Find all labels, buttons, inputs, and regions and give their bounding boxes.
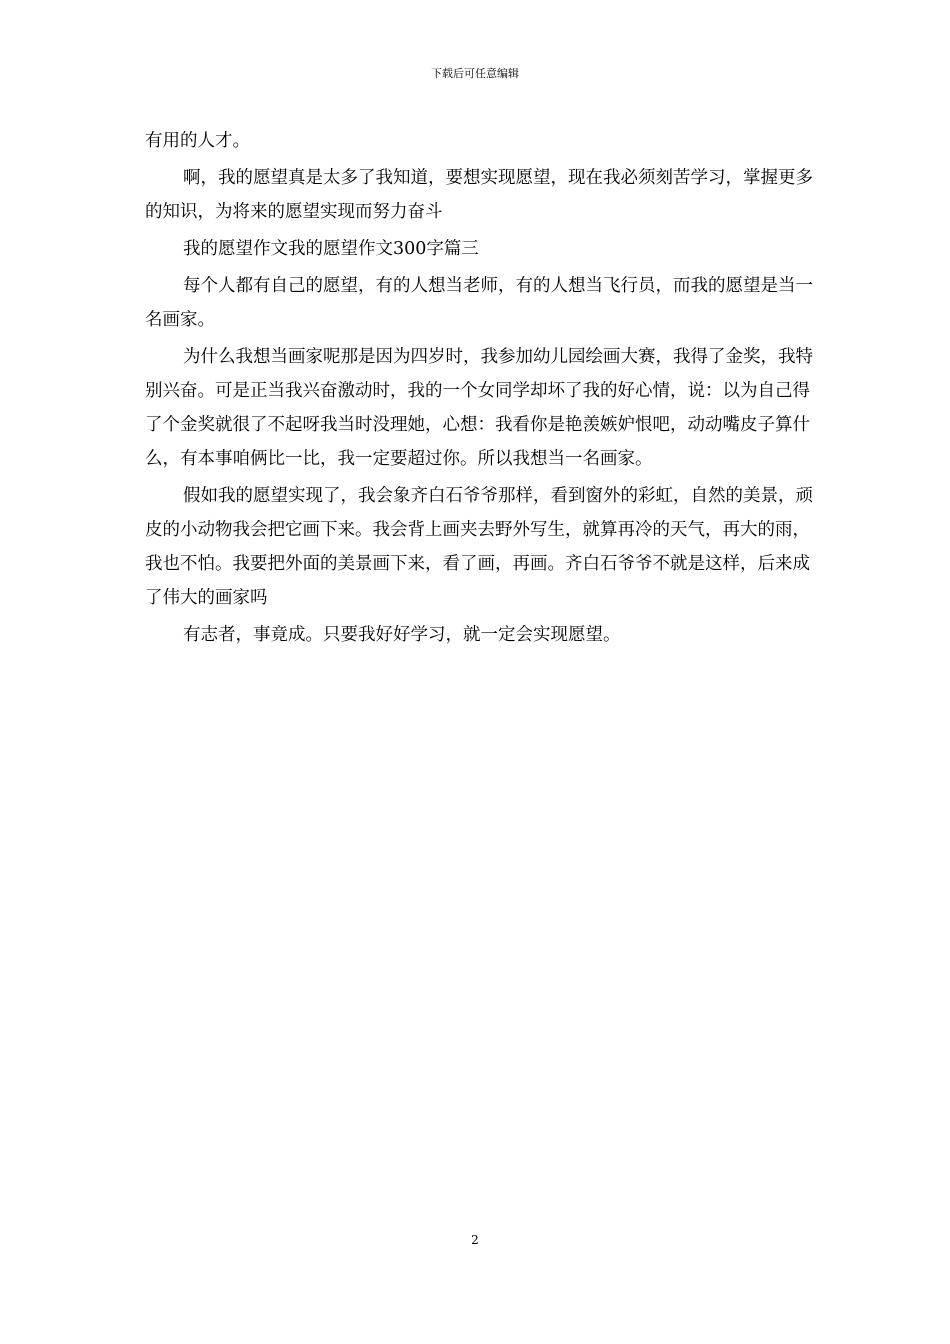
paragraph-2: 啊，我的愿望真是太多了我知道，要想实现愿望，现在我必须刻苦学习，掌握更多的知识，为将来的愿望实现而努力奋斗 [145, 168, 813, 222]
section-heading: 我的愿望作文我的愿望作文300字篇三 [183, 239, 479, 259]
page-number: 2 [471, 1233, 479, 1247]
paragraph-1: 有用的人才。 [145, 131, 250, 151]
document-body [145, 124, 815, 655]
paragraph-6: 有志者，事竟成。只要我好好学习，就一定会实现愿望。 [183, 625, 621, 645]
paragraph-5: 假如我的愿望实现了，我会象齐白石爷爷那样，看到窗外的彩虹，自然的美景，顽皮的小动物我会把它画下来。我会背上画夹去野外写生，就算再冷的天气，再大的雨，我也不怕。我要把外面的美景画下来，看了画，再画。齐白石爷爷不就是这样，后来成了伟大的画家吗 [145, 486, 813, 608]
paragraph-4: 为什么我想当画家呢那是因为四岁时，我参加幼儿园绘画大赛，我得了金奖，我特别兴奋。可是正当我兴奋激动时，我的一个女同学却坏了我的好心情，说：以为自己得了个金奖就很了不起呀我当时没理她，心想：我看你是艳羡嫉妒恨吧，动动嘴皮子算什么，有本事咱俩比一比，我一定要超过你。所以我想当一名画家。 [145, 347, 813, 469]
paragraph-3: 每个人都有自己的愿望，有的人想当老师，有的人想当飞行员，而我的愿望是当一名画家。 [145, 276, 813, 330]
page-header: 下载后可任意编辑 [431, 67, 519, 80]
